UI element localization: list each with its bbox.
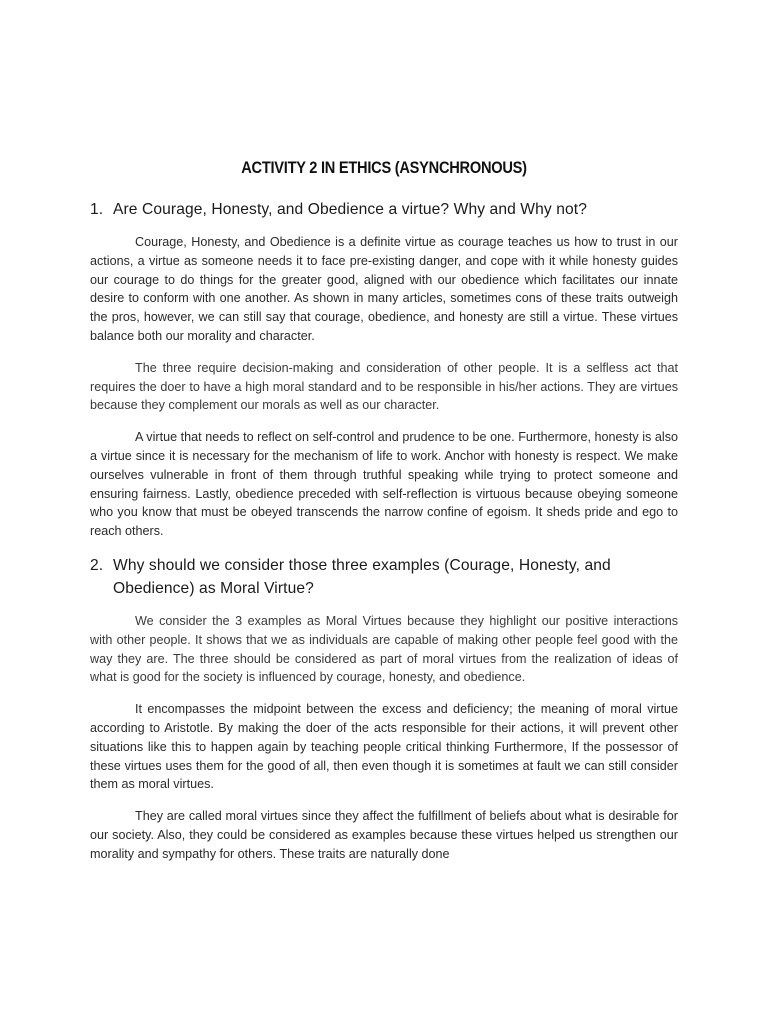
document-title: ACTIVITY 2 IN ETHICS (ASYNCHRONOUS) — [241, 158, 527, 177]
answer-paragraph: A virtue that needs to reflect on self-control and prudence to be one. Furthermore, honesty is also a virtue since it is necessary for the mechanism of life to work. Anchor with honesty is respect. We make ourselves vulnerable in front of them through truthful speaking while trying to protect someone and ensuring fairness. Lastly, obedience preceded with self-reflection is virtuous because obeying someone who you know that must be obeyed transcends the narrow confine of egoism. It sheds pride and ego to reach others. — [90, 430, 678, 539]
document-page — [90, 158, 678, 877]
answer-paragraph: Courage, Honesty, and Obedience is a definite virtue as courage teaches us how to trust in our actions, a virtue as someone needs it to face pre-existing danger, and cope with it while honesty guides our courage to do things for the greater good, aligned with our obedience which facilitates our innate desire to conform with one another. As shown in many articles, sometimes cons of these traits outweigh the pros, however, we can still say that courage, obedience, and honesty are still a virtue. These virtues balance both our morality and character. — [90, 235, 678, 343]
answer-paragraph: They are called moral virtues since they affect the fulfillment of beliefs about what is desirable for our society. Also, they could be considered as examples because these virtues helped us strengthen our morality and sympathy for others. These traits are naturally done — [90, 809, 678, 861]
answer-paragraph: It encompasses the midpoint between the excess and deficiency; the meaning of moral virtue according to Aristotle. By making the doer of the acts responsible for their actions, it will prevent other situations like this to happen again by teaching people critical thinking Furthermore, If the possessor of these virtues uses them for the good of all, then even though it is sometimes at fault we can still consider them as moral virtues. — [90, 702, 678, 792]
answer-paragraph: The three require decision-making and consideration of other people. It is a selfless act that requires the doer to have a high moral standard and to be responsible in his/her actions. They are virtues because they complement our morals as well as our character. — [90, 360, 678, 413]
question-text: Are Courage, Honesty, and Obedience a virtue? Why and Why not? — [113, 201, 587, 218]
question-number: 1. — [90, 201, 104, 218]
question-number: 2. — [90, 556, 104, 574]
question-2 — [90, 554, 678, 600]
question-1 — [90, 198, 678, 221]
answer-paragraph: We consider the 3 examples as Moral Virtues because they highlight our positive interactions with other people. It shows that we as individuals are capable of making other people feel good with the way they are. The three should be considered as part of moral virtues from the realization of ideas of what is good for the society is influenced by courage, honesty, and obedience. — [90, 613, 678, 685]
question-text: Why should we consider those three examples (Courage, Honesty, and Obedience) as Moral Virtue? — [113, 556, 611, 597]
